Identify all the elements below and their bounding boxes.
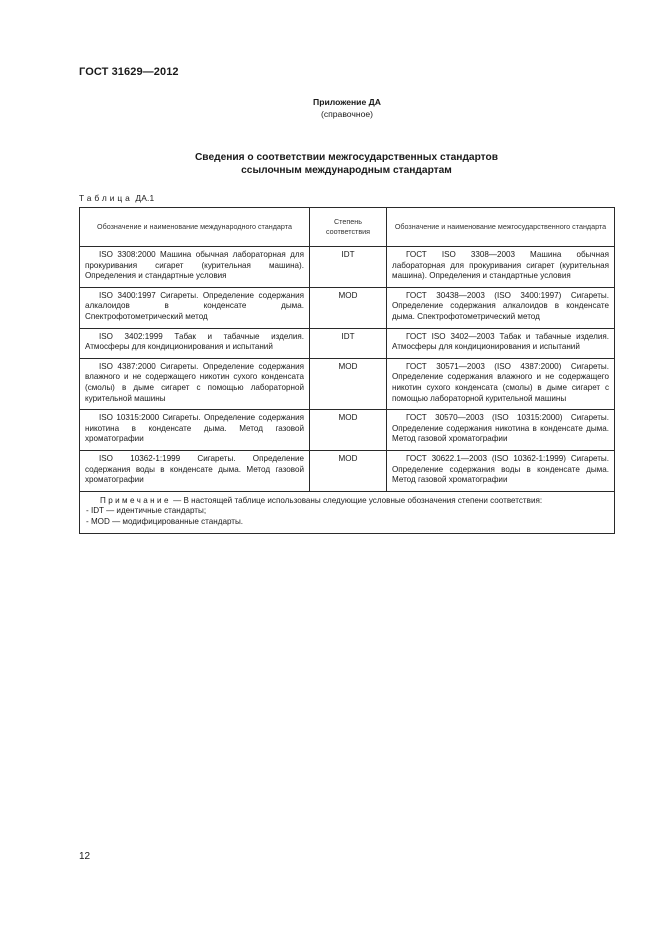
appendix-type: (справочное): [320, 109, 374, 119]
interstate-standard-cell: ГОСТ 30438—2003 (ISO 3400:1997) Сигареты. Определение содержания алкалоидов в конденсате дыма. Спектрофотометрический метод: [387, 287, 615, 328]
international-standard-cell: ISO 3308:2000 Машина обычная лабораторная для прокуривания сигарет (курительная машина). Определения и стандартные условия: [80, 247, 310, 288]
table-caption-number: ДА.1: [135, 193, 155, 203]
degree-cell: IDT: [310, 247, 387, 288]
international-standard-cell: ISO 10315:2000 Сигареты. Определение содержания никотина в конденсате дыма. Метод газовой хроматографии: [80, 410, 310, 451]
page-number: 12: [79, 851, 91, 862]
degree-cell: MOD: [310, 358, 387, 409]
column-header-degree: Степень соответствия: [310, 208, 387, 247]
interstate-standard-cell: ГОСТ ISO 3308—2003 Машина обычная лабораторная для прокуривания сигарет (курительная машина). Определения и стандартные условия: [387, 247, 615, 288]
appendix-header: [0, 96, 661, 120]
table-note-row: [80, 491, 615, 534]
interstate-standard-cell: ГОСТ ISO 3402—2003 Табак и табачные изделия. Атмосферы для кондиционирования и испытаний: [387, 328, 615, 358]
international-standard-cell: ISO 10362-1:1999 Сигареты. Определение содержания воды в конденсате дыма. Метод газовой хроматографии: [80, 450, 310, 491]
note-label: Примечание: [100, 495, 171, 505]
international-standard-cell: ISO 3402:1999 Табак и табачные изделия. Атмосферы для кондиционирования и испытаний: [80, 328, 310, 358]
note-item-idt: - IDT — идентичные стандарты;: [86, 506, 207, 516]
section-heading-line1: Сведения о соответствии межгосударственных стандартов: [194, 152, 499, 163]
degree-cell: MOD: [310, 410, 387, 451]
table-row: [80, 358, 615, 409]
international-standard-cell: ISO 3400:1997 Сигареты. Определение содержания алкалоидов в конденсате дыма. Спектрофотометрический метод: [80, 287, 310, 328]
table-note: [80, 491, 615, 534]
table-row: [80, 410, 615, 451]
table-row: [80, 287, 615, 328]
interstate-standard-cell: ГОСТ 30571—2003 (ISO 4387:2000) Сигареты. Определение содержания влажного и не содержащего никотин сухого конденсата (смолы) в дыме сигарет с помощью лабораторной курительной машины: [387, 358, 615, 409]
degree-cell: MOD: [310, 450, 387, 491]
table-caption-word: Таблица: [79, 193, 133, 203]
document-code: ГОСТ 31629—2012: [79, 66, 179, 78]
column-header-interstate: Обозначение и наименование межгосударственного стандарта: [387, 208, 615, 247]
table-row: [80, 450, 615, 491]
interstate-standard-cell: ГОСТ 30570—2003 (ISO 10315:2000) Сигареты. Определение содержания никотина в конденсате дыма. Метод газовой хроматографии: [387, 410, 615, 451]
table-caption: [79, 193, 154, 203]
degree-cell: MOD: [310, 287, 387, 328]
degree-cell: IDT: [310, 328, 387, 358]
table-row: [80, 328, 615, 358]
interstate-standard-cell: ГОСТ 30622.1—2003 (ISO 10362-1:1999) Сигареты. Определение содержания воды в конденсате дыма. Метод газовой хроматографии: [387, 450, 615, 491]
section-heading: [79, 151, 614, 177]
international-standard-cell: ISO 4387:2000 Сигареты. Определение содержания влажного и не содержащего никотин сухого конденсата (смолы) в дыме сигарет с помощью лабораторной курительной машины: [80, 358, 310, 409]
column-header-international: Обозначение и наименование международного стандарта: [80, 208, 310, 247]
table-header-row: [80, 208, 615, 247]
note-item-mod: - MOD — модифицированные стандарты.: [86, 516, 244, 526]
section-heading-line2: ссылочным международным стандартам: [241, 165, 452, 176]
table-row: [80, 247, 615, 288]
correspondence-table: [79, 207, 615, 534]
note-text: — В настоящей таблице использованы следующие условные обозначения степени соответствия:: [170, 495, 543, 505]
appendix-title: Приложение ДА: [313, 97, 381, 107]
